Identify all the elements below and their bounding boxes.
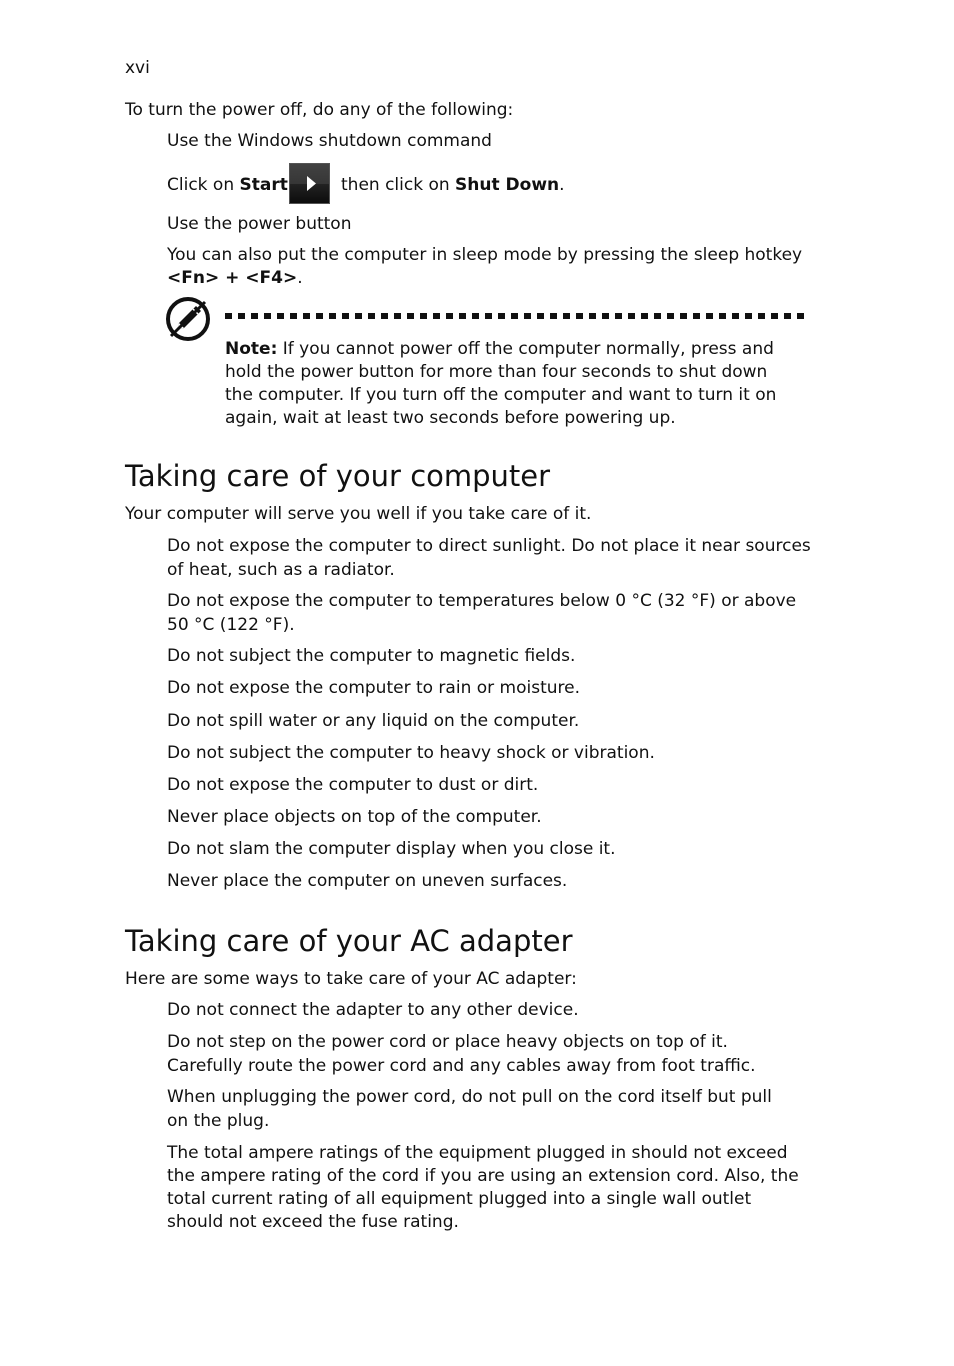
shut-down-period: . xyxy=(559,175,565,195)
adapter-care-item-4-a: The total ampere ratings of the equipment plugged in should not exceed xyxy=(167,1143,788,1163)
sleep-mode-line1: You can also put the computer in sleep mode by pressing the sleep hotkey xyxy=(167,245,803,265)
note-line2: hold the power button for more than four seconds to shut down xyxy=(225,362,768,382)
note-pencil-icon xyxy=(165,296,211,342)
adapter-care-item-4-d: should not exceed the fuse rating. xyxy=(167,1212,459,1232)
computer-care-item-10: Never place the computer on uneven surfaces. xyxy=(167,871,568,891)
computer-care-item-5: Do not spill water or any liquid on the computer. xyxy=(167,711,580,731)
note-divider xyxy=(225,313,810,319)
start-label: Start xyxy=(239,175,288,195)
adapter-care-item-3-a: When unplugging the power cord, do not pull on the cord itself but pull xyxy=(167,1087,772,1107)
sleep-mode-line2 xyxy=(167,267,303,290)
note-text-1: If you cannot power off the computer normally, press and xyxy=(282,339,774,359)
note-line3: the computer. If you turn off the computer and want to turn it on xyxy=(225,385,777,405)
adapter-care-item-4-b: the ampere rating of the cord if you are using an extension cord. Also, the xyxy=(167,1166,799,1186)
adapter-care-intro: Here are some ways to take care of your AC adapter: xyxy=(125,969,577,989)
click-on-start-line xyxy=(167,174,288,197)
shut-down-label: Shut Down xyxy=(455,175,560,195)
sleep-hotkey-period: . xyxy=(297,268,303,288)
note-label: Note: xyxy=(225,339,278,359)
computer-care-item-9: Do not slam the computer display when you close it. xyxy=(167,839,616,859)
click-on-text: Click on xyxy=(167,175,235,195)
power-off-intro: To turn the power off, do any of the following: xyxy=(125,100,514,120)
adapter-care-heading: Taking care of your AC adapter xyxy=(125,924,573,958)
adapter-care-item-2-a: Do not step on the power cord or place heavy objects on top of it. xyxy=(167,1032,728,1052)
note-line1 xyxy=(225,338,774,361)
adapter-care-item-2-b: Carefully route the power cord and any cables away from foot traffic. xyxy=(167,1056,756,1076)
computer-care-heading: Taking care of your computer xyxy=(125,459,551,493)
computer-care-item-1-a: Do not expose the computer to direct sunlight. Do not place it near sources xyxy=(167,536,811,556)
shut-down-line xyxy=(341,174,565,197)
computer-care-item-7: Do not expose the computer to dust or dirt. xyxy=(167,775,539,795)
computer-care-item-2-b: 50 °C (122 °F). xyxy=(167,615,295,635)
power-off-item-shutdown: Use the Windows shutdown command xyxy=(167,131,492,151)
adapter-care-item-1: Do not connect the adapter to any other device. xyxy=(167,1000,579,1020)
windows-start-button-icon xyxy=(289,163,330,204)
computer-care-intro: Your computer will serve you well if you take care of it. xyxy=(125,504,592,524)
computer-care-item-6: Do not subject the computer to heavy shock or vibration. xyxy=(167,743,655,763)
note-line4: again, wait at least two seconds before powering up. xyxy=(225,408,676,428)
computer-care-item-2-a: Do not expose the computer to temperatures below 0 °C (32 °F) or above xyxy=(167,591,797,611)
adapter-care-item-3-b: on the plug. xyxy=(167,1111,270,1131)
computer-care-item-3: Do not subject the computer to magnetic fields. xyxy=(167,646,576,666)
computer-care-item-4: Do not expose the computer to rain or moisture. xyxy=(167,678,580,698)
computer-care-item-8: Never place objects on top of the computer. xyxy=(167,807,542,827)
sleep-hotkey: <Fn> + <F4> xyxy=(167,268,298,288)
then-click-on-text: then click on xyxy=(341,175,450,195)
adapter-care-item-4-c: total current rating of all equipment plugged into a single wall outlet xyxy=(167,1189,752,1209)
page-number: xvi xyxy=(125,58,150,78)
power-off-item-power-button: Use the power button xyxy=(167,214,352,234)
computer-care-item-1-b: of heat, such as a radiator. xyxy=(167,560,395,580)
